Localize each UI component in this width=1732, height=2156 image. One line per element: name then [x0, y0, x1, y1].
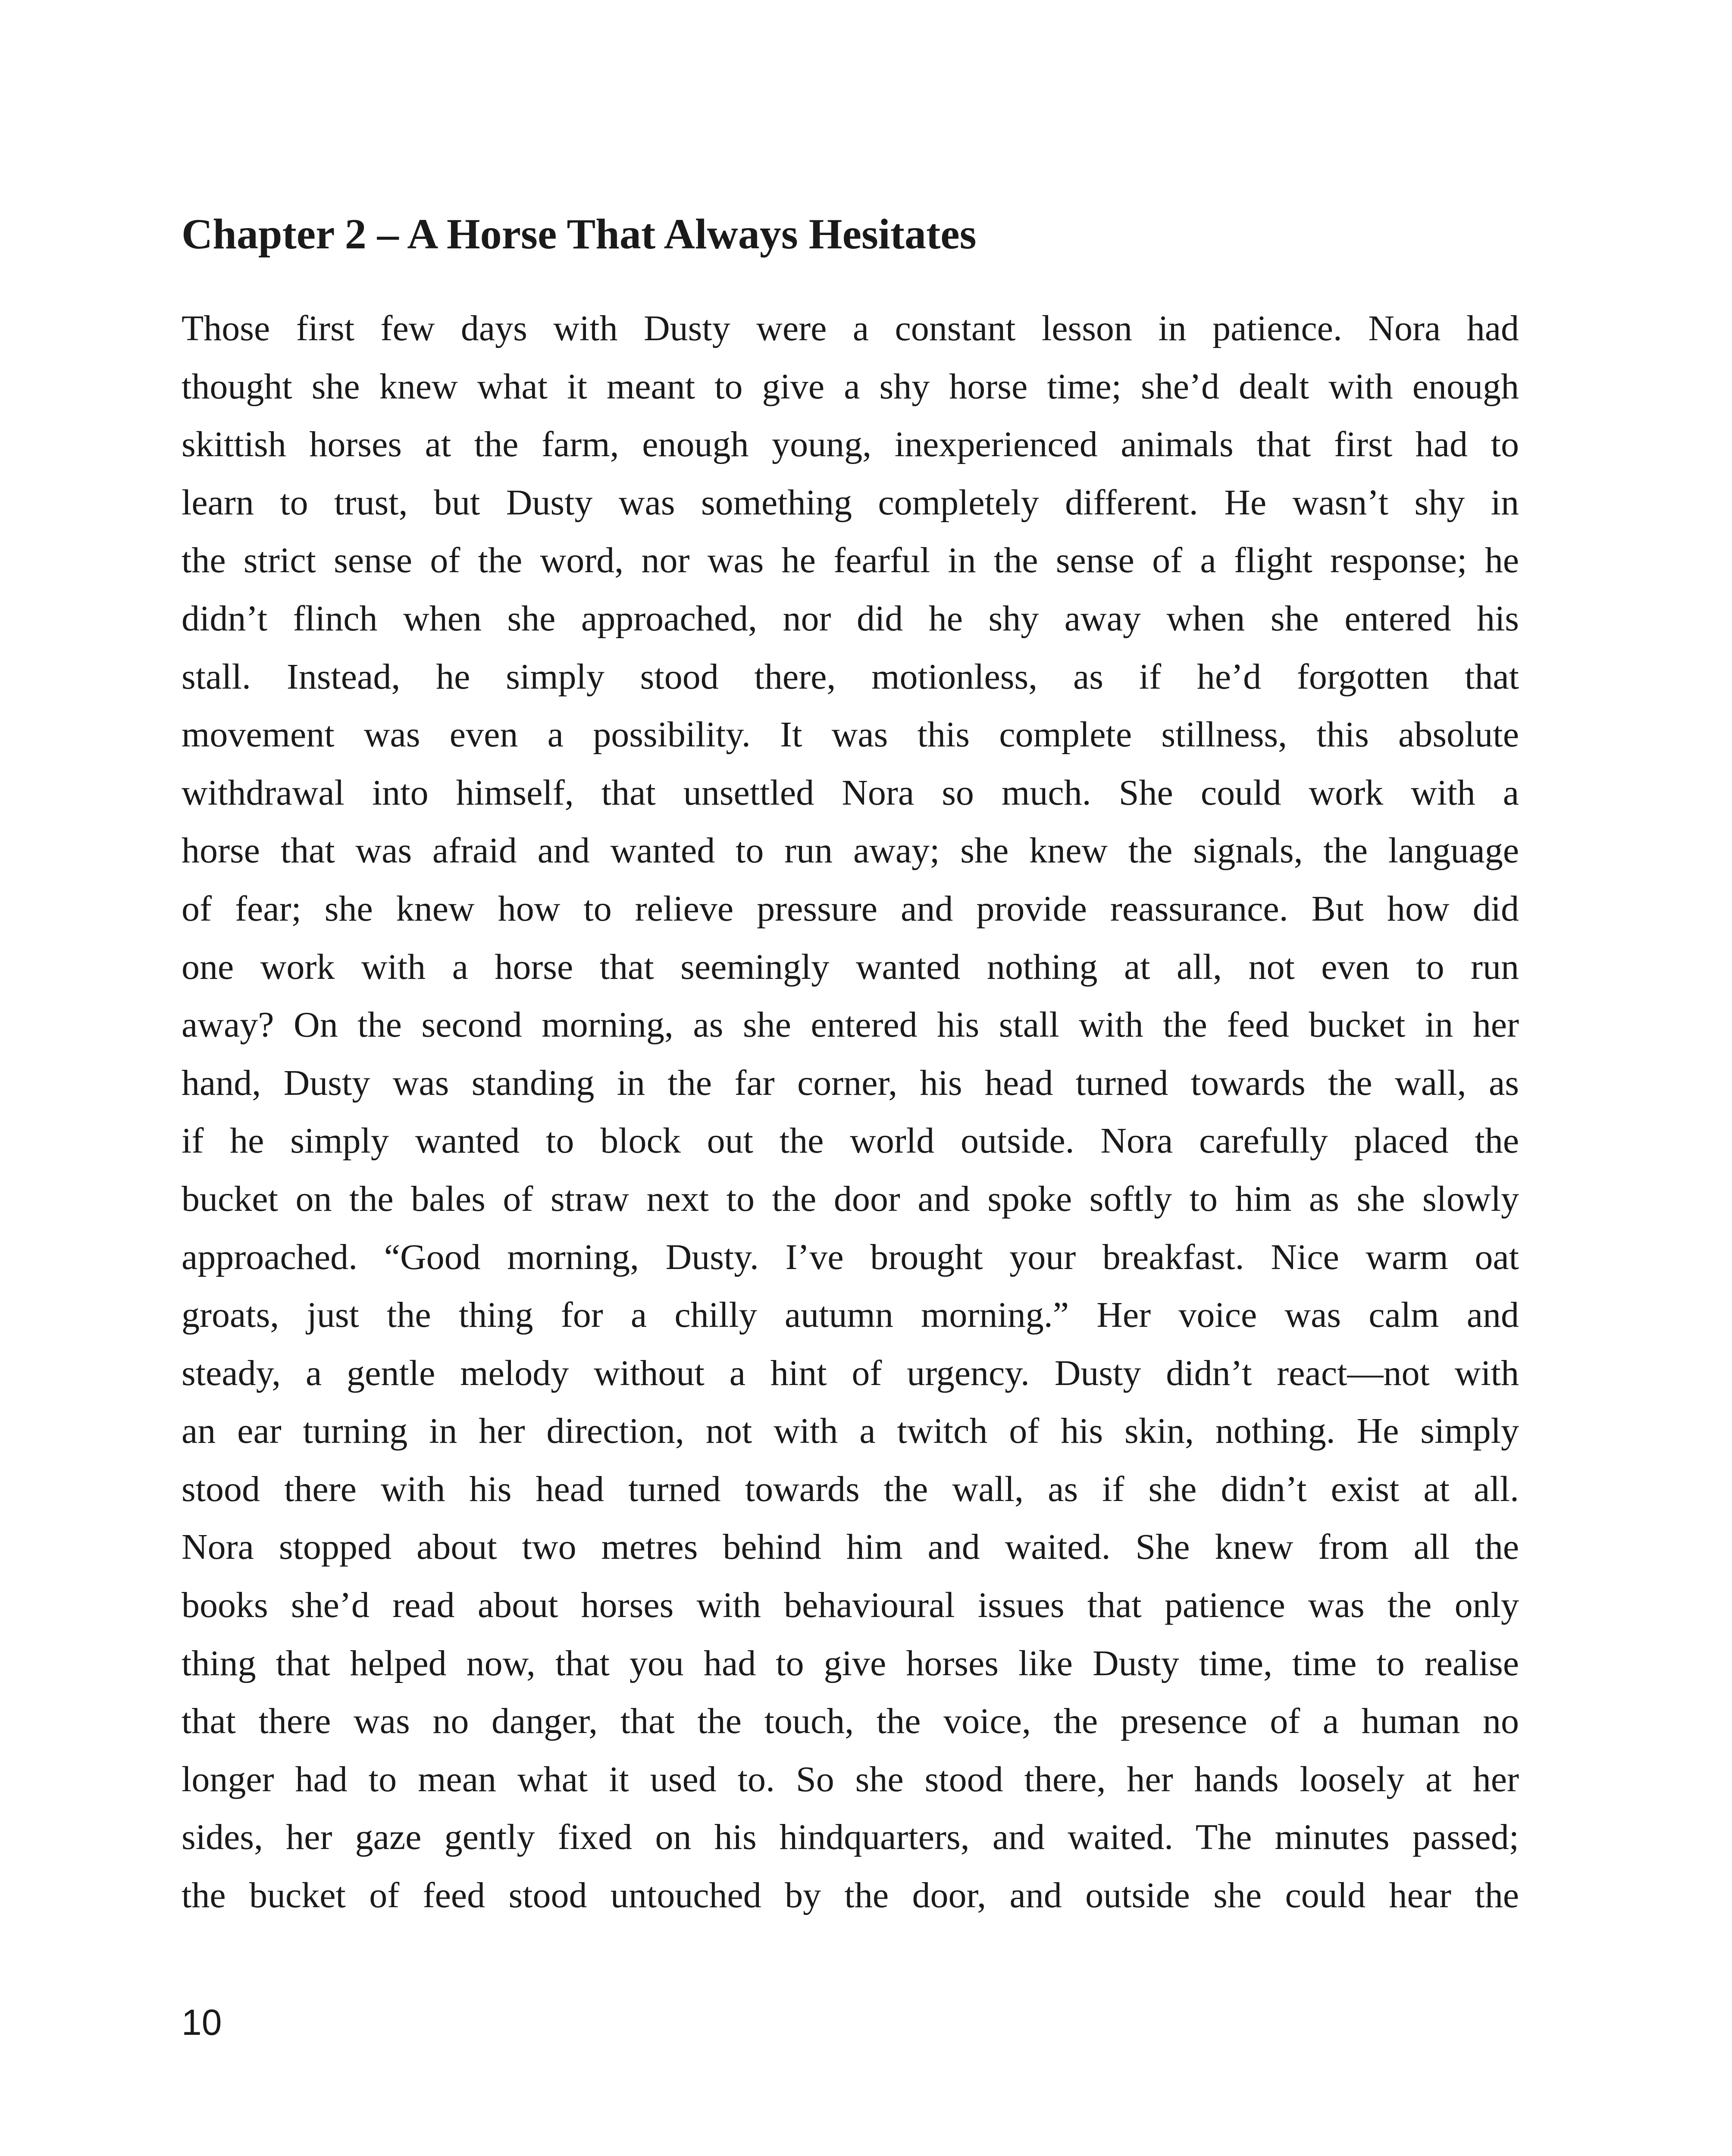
text-line: away? On the second morning, as she entered his stall with the feed bucket in her	[182, 1005, 1519, 1045]
text-line: learn to trust, but Dusty was something completely different. He wasn’t shy in	[182, 482, 1519, 523]
text-line: an ear turning in her direction, not with a twitch of his skin, nothing. He simply	[182, 1411, 1519, 1451]
text-line: movement was even a possibility. It was this complete stillness, this absolute	[182, 714, 1519, 755]
text-line: that there was no danger, that the touch, the voice, the presence of a human no	[182, 1701, 1519, 1742]
text-line: Those first few days with Dusty were a constant lesson in patience. Nora had	[182, 308, 1519, 348]
text-line: groats, just the thing for a chilly autumn morning.” Her voice was calm and	[182, 1295, 1519, 1335]
text-line: didn’t flinch when she approached, nor did he shy away when she entered his	[182, 598, 1519, 639]
text-line: stood there with his head turned towards the wall, as if she didn’t exist at all.	[182, 1469, 1519, 1509]
text-line: books she’d read about horses with behavioural issues that patience was the only	[182, 1585, 1519, 1626]
text-line: bucket on the bales of straw next to the door and spoke softly to him as she slowly	[182, 1178, 1519, 1219]
text-line: steady, a gentle melody without a hint of urgency. Dusty didn’t react—not with	[182, 1353, 1519, 1393]
text-line: stall. Instead, he simply stood there, motionless, as if he’d forgotten that	[182, 656, 1519, 697]
body-text	[182, 300, 1519, 1925]
text-line: the bucket of feed stood untouched by the door, and outside she could hear the	[182, 1875, 1519, 1916]
text-line: longer had to mean what it used to. So she stood there, her hands loosely at her	[182, 1759, 1519, 1799]
text-line: Nora stopped about two metres behind him and waited. She knew from all the	[182, 1527, 1519, 1567]
text-line: one work with a horse that seemingly wanted nothing at all, not even to run	[182, 946, 1519, 987]
text-line: thing that helped now, that you had to give horses like Dusty time, time to realise	[182, 1643, 1519, 1683]
text-line: of fear; she knew how to relieve pressure and provide reassurance. But how did	[182, 888, 1519, 929]
text-line: thought she knew what it meant to give a shy horse time; she’d dealt with enough	[182, 366, 1519, 407]
text-line: withdrawal into himself, that unsettled Nora so much. She could work with a	[182, 772, 1519, 813]
text-line: hand, Dusty was standing in the far corner, his head turned towards the wall, as	[182, 1062, 1519, 1103]
chapter-title: Chapter 2 – A Horse That Always Hesitates	[182, 210, 977, 258]
text-line: the strict sense of the word, nor was he fearful in the sense of a flight response; he	[182, 540, 1519, 581]
text-line: sides, her gaze gently fixed on his hindquarters, and waited. The minutes passed;	[182, 1817, 1519, 1858]
text-line: skittish horses at the farm, enough young, inexperienced animals that first had to	[182, 424, 1519, 465]
page-number: 10	[182, 2002, 222, 2043]
text-line: horse that was afraid and wanted to run away; she knew the signals, the language	[182, 830, 1519, 871]
text-line: if he simply wanted to block out the world outside. Nora carefully placed the	[182, 1121, 1519, 1161]
text-line: approached. “Good morning, Dusty. I’ve brought your breakfast. Nice warm oat	[182, 1237, 1519, 1277]
